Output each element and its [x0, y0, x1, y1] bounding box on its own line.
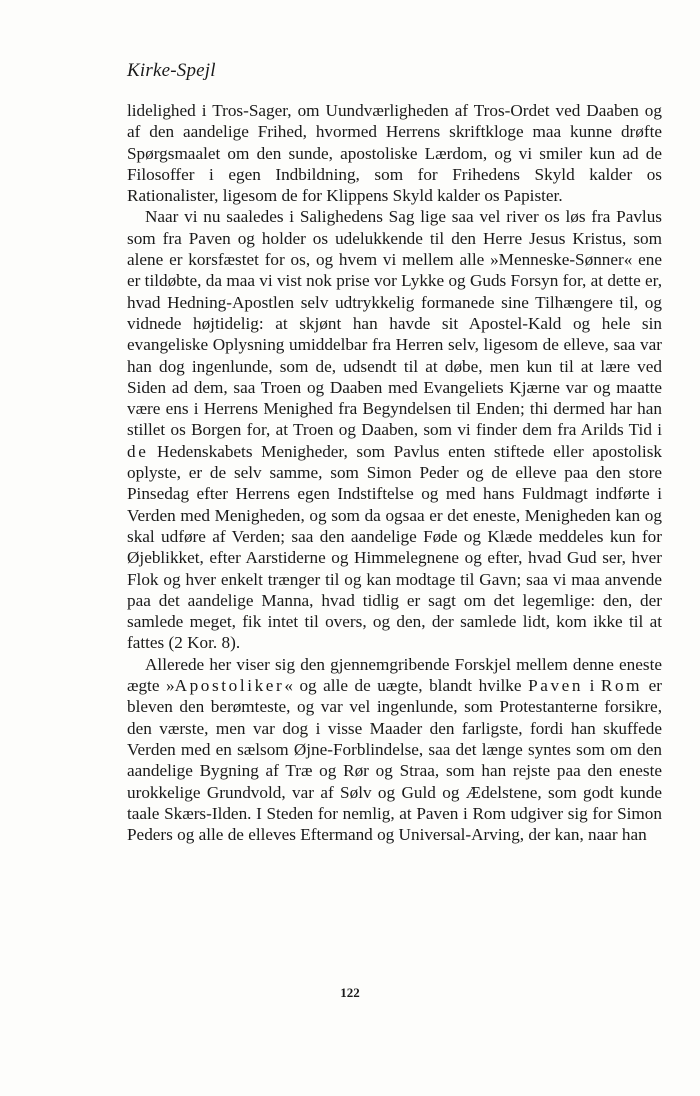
- text-segment: « og alle de uægte, blandt hvilke: [284, 676, 529, 696]
- paragraph-3: [127, 654, 662, 846]
- paragraph-1: [127, 100, 662, 206]
- text-segment: Hedenskabets Menigheder, som Pavlus enten stiftede eller apostolisk oplyste, er de selv samme, som Simon Peder og de elleve paa den store Pinsedag efter Herrens egen Indstiftelse og med hans Fuldmagt indførte i Verden med Menigheden, og som da ogsaa er det eneste, Menigheden kan og skal udføre af Verden; saa den aandelige Føde og Klæde meddeles kun for Øjeblikket, efter Aarstiderne og Himmelegnene og efter, hvad Gud ser, hver Flok og hver enkelt trænger til og kan modtage til Gavn; saa vi maa anvende paa det aandelige Manna, hvad tidlig er sagt om det legemlige: den, der samlede meget, fik intet til overs, og den, der samlede lidt, kom ikke til at fattes (2 Kor. 8).: [127, 441, 662, 653]
- spaced-text-segment: Apostoliker: [174, 676, 285, 696]
- body-text: [127, 100, 662, 845]
- text-segment: Allerede her viser sig den gjennemgribende Forskjel mellem denne eneste ægte »: [127, 654, 662, 696]
- text-segment: er bleven den berømteste, og var vel ingenlunde, som Protestanterne forsikre, den værste, men var dog i visse Maader den farligste, fordi han skuffede Verden med en sælsom Øjne-Forblindelse, saa det længe syntes som om den aandelige Bygning af Træ og Rør og Straa, som han rejste paa den eneste urokkelige Grundvold, var af Sølv og Guld og Ædelstene, som godt kunde taale Skærs-Ilden. I Steden for nemlig, at Paven i Rom udgiver sig for Simon Peders og alle de elleves Eftermand og Universal-Arving, der kan, naar han: [127, 676, 662, 845]
- text-segment: i: [583, 676, 601, 696]
- spaced-text-segment: de: [127, 441, 149, 461]
- spaced-text-segment: Rom: [600, 676, 643, 696]
- text-segment: Naar vi nu saaledes i Salighedens Sag lige saa vel river os løs fra Pavlus som fra Paven og holder os udelukkende til den Herre Jesus Kristus, som alene er korsfæstet for os, og hvem vi mellem alle »Menneske-Sønner« ene er tildøbte, da maa vi vist nok prise vor Lykke og Guds Forsyn for, at dette er, hvad Hedning-Apostlen selv udtrykkelig formanede sine Tilhængere til, og vidnede højtidelig: at skjønt han havde sit Apostel-Kald og hele sin evangeliske Oplysning umiddelbar fra Herren selv, ligesom de elleve, saa var han dog ingenlunde, som de, udsendt til at døbe, men kun til at lære ved Siden ad dem, saa Troen og Daaben med Evangeliets Kjærne var og maatte være ens i Herrens Menighed fra Begyndelsen til Enden; thi dermed har han stillet os Borgen for, at Troen og Daaben, som vi finder dem fra Arilds Tid i: [127, 207, 662, 440]
- page-number: 122: [340, 985, 360, 1000]
- spaced-text-segment: Paven: [528, 676, 584, 696]
- text-segment: lidelighed i Tros-Sager, om Uundværligheden af Tros-Ordet ved Daaben og af den aandelige Frihed, hvormed Herrens skriftkloge maa kunne drøfte Spørgsmaalet om den sunde, apostoliske Lærdom, og vi smiler kun ad de Filosoffer i egen Indbildning, som for Frihedens Skyld kalder os Rationalister, ligesom de for Klippens Skyld kalder os Papister.: [127, 101, 662, 206]
- paragraph-2: [127, 206, 662, 653]
- running-head: Kirke-Spejl: [127, 60, 216, 81]
